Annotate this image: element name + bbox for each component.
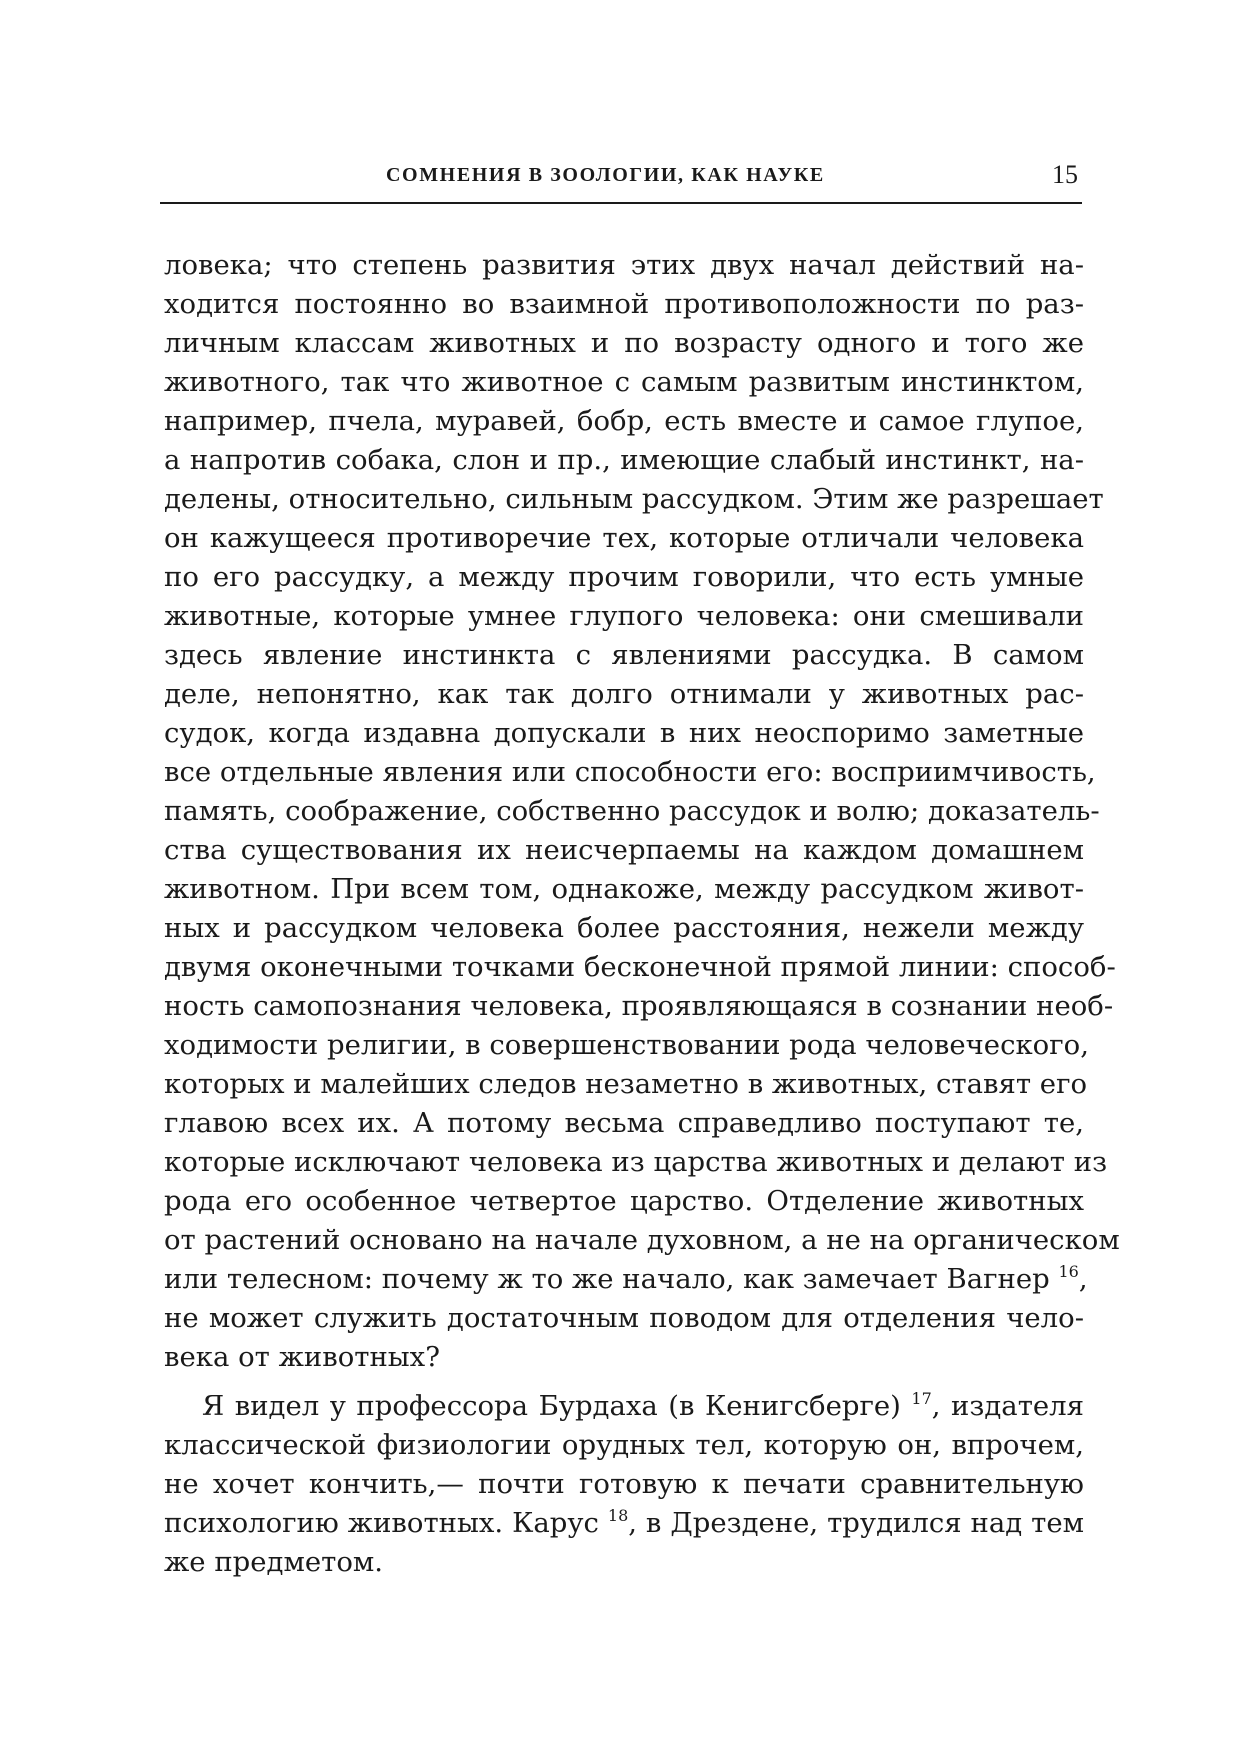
line-text: или телесном: почему ж то же начало, как замечает Вагнер [164, 1263, 1050, 1295]
text-line [164, 1260, 1088, 1299]
text-line: от растений основано на начале духовном, а не на органическом [164, 1224, 1120, 1256]
line-text: Я видел у профессора Бурдаха (в Кенигсберге) [202, 1390, 901, 1422]
text-line: память, соображение, собственно рассудок и волю; доказатель- [164, 795, 1100, 827]
footnote-ref-18: 18 [607, 1506, 629, 1525]
text-line: судок, когда издавна допускали в них неоспоримо заметные [164, 717, 1084, 749]
text-line: рода его особенное четвертое царство. Отделение животных [164, 1185, 1084, 1217]
body-text [164, 246, 1120, 1582]
footnote-ref-17: 17 [911, 1389, 932, 1408]
text-line: ходимости религии, в совершенствовании рода человеческого, [164, 1029, 1089, 1061]
line-tail: , [1078, 1263, 1088, 1295]
text-line: ходится постоянно во взаимной противоположности по раз- [164, 288, 1084, 320]
text-line: которых и малейших следов незаметно в животных, ставят его [164, 1068, 1088, 1100]
text-line: ность самопознания человека, проявляющаяся в сознании необ- [164, 990, 1114, 1022]
page-number: 15 [1052, 160, 1078, 189]
text-line: не может служить достаточным поводом для отделения чело- [164, 1302, 1084, 1334]
text-line: животные, которые умнее глупого человека: они смешивали [164, 600, 1084, 632]
text-line: все отдельные явления или способности его: восприимчивость, [164, 756, 1096, 788]
text-line: деле, непонятно, как так долго отнимали у животных рас- [164, 678, 1084, 710]
text-line: ных и рассудком человека более расстояния, нежели между [164, 912, 1084, 944]
text-line: животном. При всем том, однакоже, между рассудком живот- [164, 873, 1084, 905]
running-title: СОМНЕНИЯ В ЗООЛОГИИ, КАК НАУКЕ [386, 164, 825, 186]
text-line: двумя оконечными точками бесконечной прямой линии: способ- [164, 951, 1116, 983]
text-line: например, пчела, муравей, бобр, есть вместе и самое глупое, [164, 405, 1084, 437]
text-line: делены, относительно, сильным рассудком. Этим же разрешает [164, 483, 1104, 515]
text-line: а напротив собака, слон и пр., имеющие слабый инстинкт, на- [164, 444, 1084, 476]
text-line: здесь явление инстинкта с явлениями рассудка. В самом [164, 639, 1084, 671]
text-line: века от животных? [164, 1341, 440, 1373]
text-line: же предметом. [164, 1546, 384, 1578]
text-line: по его рассудку, а между прочим говорили, что есть умные [164, 561, 1084, 593]
paragraph-1 [164, 246, 1120, 1377]
line-tail: , в Дрездене, трудился над тем [628, 1507, 1084, 1539]
text-line [164, 1387, 1084, 1426]
footnote-ref-16: 16 [1058, 1262, 1079, 1281]
text-line: ловека; что степень развития этих двух начал действий на- [164, 249, 1084, 281]
text-line: которые исключают человека из царства животных и делают из [164, 1146, 1108, 1178]
line-tail: , издателя [931, 1390, 1084, 1422]
text-line: личным классам животных и по возрасту одного и того же [164, 327, 1084, 359]
text-line: животного, так что животное с самым развитым инстинктом, [164, 366, 1084, 398]
text-line: не хочет кончить,— почти готовую к печати сравнительную [164, 1468, 1084, 1500]
running-head [160, 160, 1082, 204]
paragraph-2 [164, 1387, 1084, 1582]
text-line: главою всех их. А потому весьма справедливо поступают те, [164, 1107, 1084, 1139]
paragraph-gap [164, 1377, 1084, 1387]
header-rule [160, 202, 1082, 204]
text-line [164, 1504, 1084, 1543]
text-line: он кажущееся противоречие тех, которые отличали человека [164, 522, 1084, 554]
line-text: психологию животных. Карус [164, 1507, 599, 1539]
text-line: ства существования их неисчерпаемы на каждом домашнем [164, 834, 1084, 866]
text-line: классической физиологии орудных тел, которую он, впрочем, [164, 1429, 1084, 1461]
